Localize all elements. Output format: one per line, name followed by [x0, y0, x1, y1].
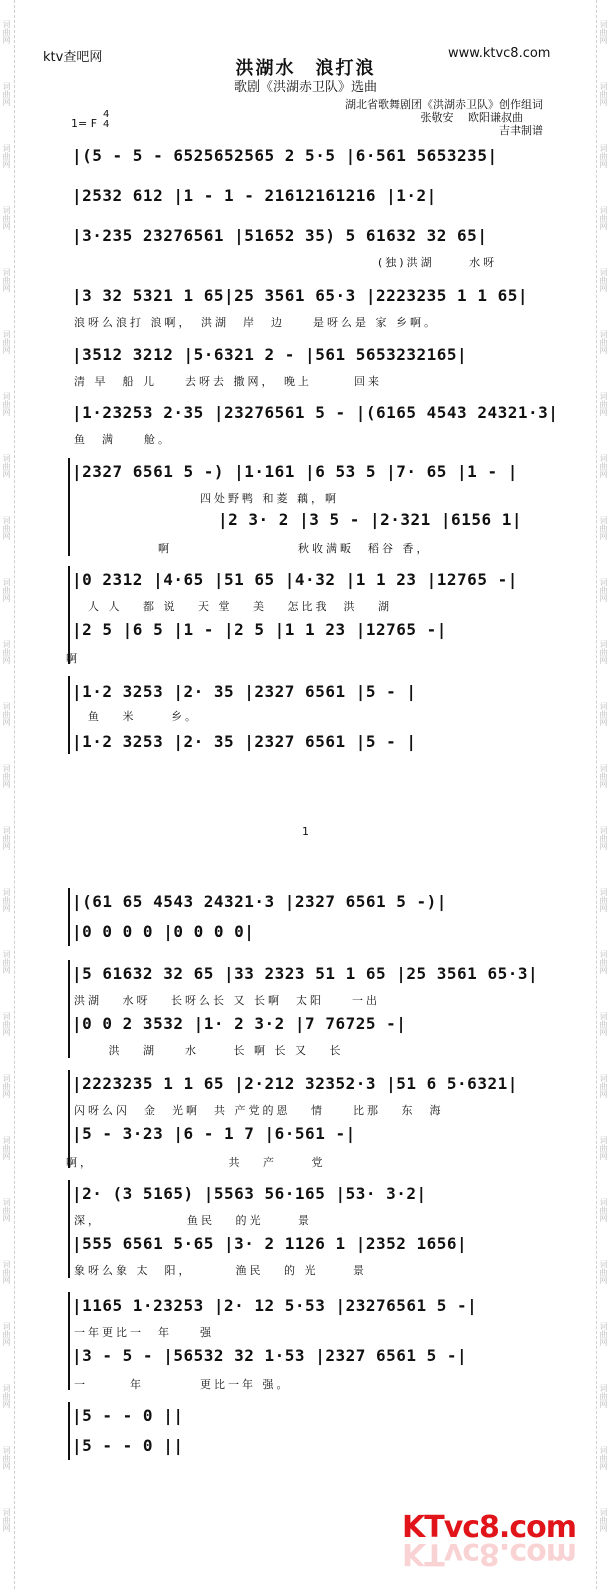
side-watermark: 词曲网 [599, 702, 608, 726]
side-watermark: 词曲网 [2, 330, 11, 354]
score-system [68, 1180, 560, 1280]
notation-line: |2 3· 2 |3 5 - |2·321 |6156 1| [218, 510, 522, 529]
lyric-line: 清 早 船 儿 去呀去 撒网， 晚上 回来 [74, 375, 382, 388]
side-watermark: 词曲网 [2, 454, 11, 478]
notation-line: |(61 65 4543 24321·3 |2327 6561 5 -)| [72, 892, 447, 911]
right-margin-strip [596, 0, 611, 1589]
side-watermark: 词曲网 [599, 1198, 608, 1222]
ktvc8-logo [402, 1510, 576, 1571]
side-watermark: 词曲网 [2, 1260, 11, 1284]
lyric-line: 深， 鱼民 的光 景 [74, 1214, 312, 1227]
side-watermark: 词曲网 [599, 268, 608, 292]
notation-line: |0 2312 |4·65 |51 65 |4·32 |1 1 23 |12765 -| [72, 570, 518, 589]
score-row [68, 286, 560, 330]
lyric-line: 人 人 都 说 天 堂 美 怎比我 洪 湖 [74, 600, 392, 613]
score-system [68, 566, 560, 666]
credit-transcriber: 吉聿制谱 [499, 124, 543, 137]
score-system [68, 1402, 560, 1462]
notation-line: |0 0 0 0 |0 0 0 0| [72, 922, 255, 941]
side-watermark: 词曲网 [599, 1508, 608, 1532]
notation-line: |0 0 2 3532 |1· 2 3·2 |7 76725 -| [72, 1014, 407, 1033]
key-signature: 1= F [71, 117, 98, 130]
lyric-line: 鱼 满 舱。 [74, 433, 172, 446]
notation-line: |2223235 1 1 65 |2·212 32352·3 |51 6 5·6321| [72, 1074, 518, 1093]
score-system [68, 888, 560, 948]
side-watermark: 词曲网 [2, 764, 11, 788]
lyric-line: 洪湖 水呀 长呀么长 又 长啊 太阳 一出 [74, 994, 380, 1007]
time-signature-bottom: 4 [103, 119, 110, 130]
notation-line: |2327 6561 5 -) |1·161 |6 53 5 |7· 65 |1 - | [72, 462, 518, 481]
side-watermark: 词曲网 [2, 702, 11, 726]
notation-line: |5 - 3·23 |6 - 1 7 |6·561 -| [72, 1124, 356, 1143]
side-watermark: 词曲网 [599, 1446, 608, 1470]
song-subtitle: 歌剧《洪湖赤卫队》选曲 [233, 80, 377, 95]
site-url[interactable]: www.ktvc8.com [448, 46, 551, 61]
notation-line: |5 - - 0 || [72, 1436, 184, 1455]
lyric-line: 象呀么象 太 阳， 渔民 的 光 景 [74, 1264, 367, 1277]
system-line [68, 888, 70, 946]
side-watermark: 词曲网 [2, 1446, 11, 1470]
page-number: 1 [302, 825, 309, 838]
side-watermark: 词曲网 [2, 206, 11, 230]
lyric-line: 闪呀么闪 金 光啊 共 产党的恩 情 比那 东 海 [74, 1104, 444, 1117]
side-watermark: 词曲网 [599, 578, 608, 602]
side-watermark: 词曲网 [2, 268, 11, 292]
score-system [68, 1292, 560, 1392]
side-watermark: 词曲网 [2, 392, 11, 416]
lyric-line: 啊， 共 产 党 [66, 1156, 326, 1169]
score-row [68, 186, 560, 216]
notation-line: |3·235 23276561 |51652 35) 5 61632 32 65| [72, 226, 488, 245]
side-watermark: 词曲网 [2, 578, 11, 602]
side-watermark: 词曲网 [2, 826, 11, 850]
side-watermark: 词曲网 [2, 1508, 11, 1532]
lyric-line: 洪 湖 水 长 啊 长 又 长 [74, 1044, 344, 1057]
side-watermark: 词曲网 [2, 640, 11, 664]
side-watermark: 词曲网 [599, 1260, 608, 1284]
notation-line: |3 - 5 - |56532 32 1·53 |2327 6561 5 -| [72, 1346, 468, 1365]
lyric-line: (独)洪湖 水呀 [378, 256, 498, 269]
side-watermark: 词曲网 [2, 1198, 11, 1222]
side-watermark: 词曲网 [599, 1136, 608, 1160]
score-system [68, 676, 560, 756]
notation-line: |2· (3 5165) |5563 56·165 |53· 3·2| [72, 1184, 427, 1203]
time-signature [103, 110, 109, 130]
system-line [68, 676, 70, 754]
side-watermark: 词曲网 [599, 144, 608, 168]
side-watermark: 词曲网 [2, 82, 11, 106]
system-line [68, 1402, 70, 1460]
logo-text: KTvc8.com [402, 1510, 576, 1545]
side-watermark: 词曲网 [599, 764, 608, 788]
side-watermark: 词曲网 [599, 888, 608, 912]
side-watermark: 词曲网 [2, 516, 11, 540]
notation-line: |1·23253 2·35 |23276561 5 - |(6165 4543 24321·3| [72, 403, 559, 422]
side-watermark: 词曲网 [2, 20, 11, 44]
lyric-line: 一年更比一 年 强 [74, 1326, 214, 1339]
side-watermark: 词曲网 [599, 82, 608, 106]
notation-line: |2532 612 |1 - 1 - 21612161216 |1·2| [72, 186, 437, 205]
side-watermark: 词曲网 [599, 20, 608, 44]
score-row [68, 226, 560, 270]
notation-line: |3512 3212 |5·6321 2 - |561 5653232165| [72, 345, 468, 364]
logo-reflection: KTvc8.com [402, 1536, 576, 1571]
left-margin-strip [0, 0, 15, 1589]
side-watermark: 词曲网 [599, 1322, 608, 1346]
score-system [68, 960, 560, 1060]
score-system [68, 1070, 560, 1170]
score-row [68, 146, 560, 176]
notation-line: |3 32 5321 1 65|25 3561 65·3 |2223235 1 1 65| [72, 286, 528, 305]
score-row [68, 403, 560, 447]
lyric-line: 啊 秋收满畈 稻谷 香， [74, 542, 431, 555]
side-watermark: 词曲网 [2, 1012, 11, 1036]
side-watermark: 词曲网 [2, 950, 11, 974]
lyric-line: 啊 [66, 652, 80, 665]
credit-lyricist: 湖北省歌舞剧团《洪湖赤卫队》创作组词 [345, 98, 543, 111]
side-watermark: 词曲网 [2, 1322, 11, 1346]
side-watermark: 词曲网 [599, 454, 608, 478]
system-line [68, 960, 70, 1058]
notation-line: |2 5 |6 5 |1 - |2 5 |1 1 23 |12765 -| [72, 620, 447, 639]
lyric-line: 一 年 更比一年 强。 [74, 1378, 291, 1391]
system-line [68, 1292, 70, 1390]
side-watermark: 词曲网 [599, 392, 608, 416]
time-signature-top: 4 [103, 109, 110, 120]
lyric-line: 鱼 米 乡。 [74, 710, 199, 723]
notation-line: |(5 - 5 - 6525652565 2 5·5 |6·561 5653235| [72, 146, 498, 165]
side-watermark: 词曲网 [2, 1384, 11, 1408]
side-watermark: 词曲网 [599, 950, 608, 974]
side-watermark: 词曲网 [599, 1012, 608, 1036]
notation-line: |5 - - 0 || [72, 1406, 184, 1425]
lyric-line: 四处野鸭 和菱 藕，啊 [74, 492, 339, 505]
side-watermark: 词曲网 [599, 206, 608, 230]
lyric-line: 浪呀么浪打 浪啊， 洪湖 岸 边 是呀么是 家 乡啊。 [74, 316, 438, 329]
system-line [68, 1180, 70, 1278]
site-name: ktv查吧网 [43, 50, 103, 65]
system-line [68, 458, 70, 556]
side-watermark: 词曲网 [2, 1136, 11, 1160]
side-watermark: 词曲网 [2, 1074, 11, 1098]
side-watermark: 词曲网 [599, 826, 608, 850]
song-title: 洪湖水 浪打浪 [235, 58, 376, 79]
side-watermark: 词曲网 [599, 640, 608, 664]
score-system [68, 458, 560, 558]
side-watermark: 词曲网 [599, 1384, 608, 1408]
side-watermark: 词曲网 [599, 1074, 608, 1098]
notation-line: |1·2 3253 |2· 35 |2327 6561 |5 - | [72, 732, 417, 751]
notation-line: |1165 1·23253 |2· 12 5·53 |23276561 5 -| [72, 1296, 478, 1315]
side-watermark: 词曲网 [599, 516, 608, 540]
credit-composer: 张敬安 欧阳谦叔曲 [420, 111, 523, 124]
side-watermark: 词曲网 [2, 144, 11, 168]
side-watermark: 词曲网 [2, 888, 11, 912]
side-watermark: 词曲网 [599, 330, 608, 354]
notation-line: |5 61632 32 65 |33 2323 51 1 65 |25 3561 65·3| [72, 964, 539, 983]
score-row [68, 345, 560, 389]
notation-line: |1·2 3253 |2· 35 |2327 6561 |5 - | [72, 682, 417, 701]
notation-line: |555 6561 5·65 |3· 2 1126 1 |2352 1656| [72, 1234, 468, 1253]
